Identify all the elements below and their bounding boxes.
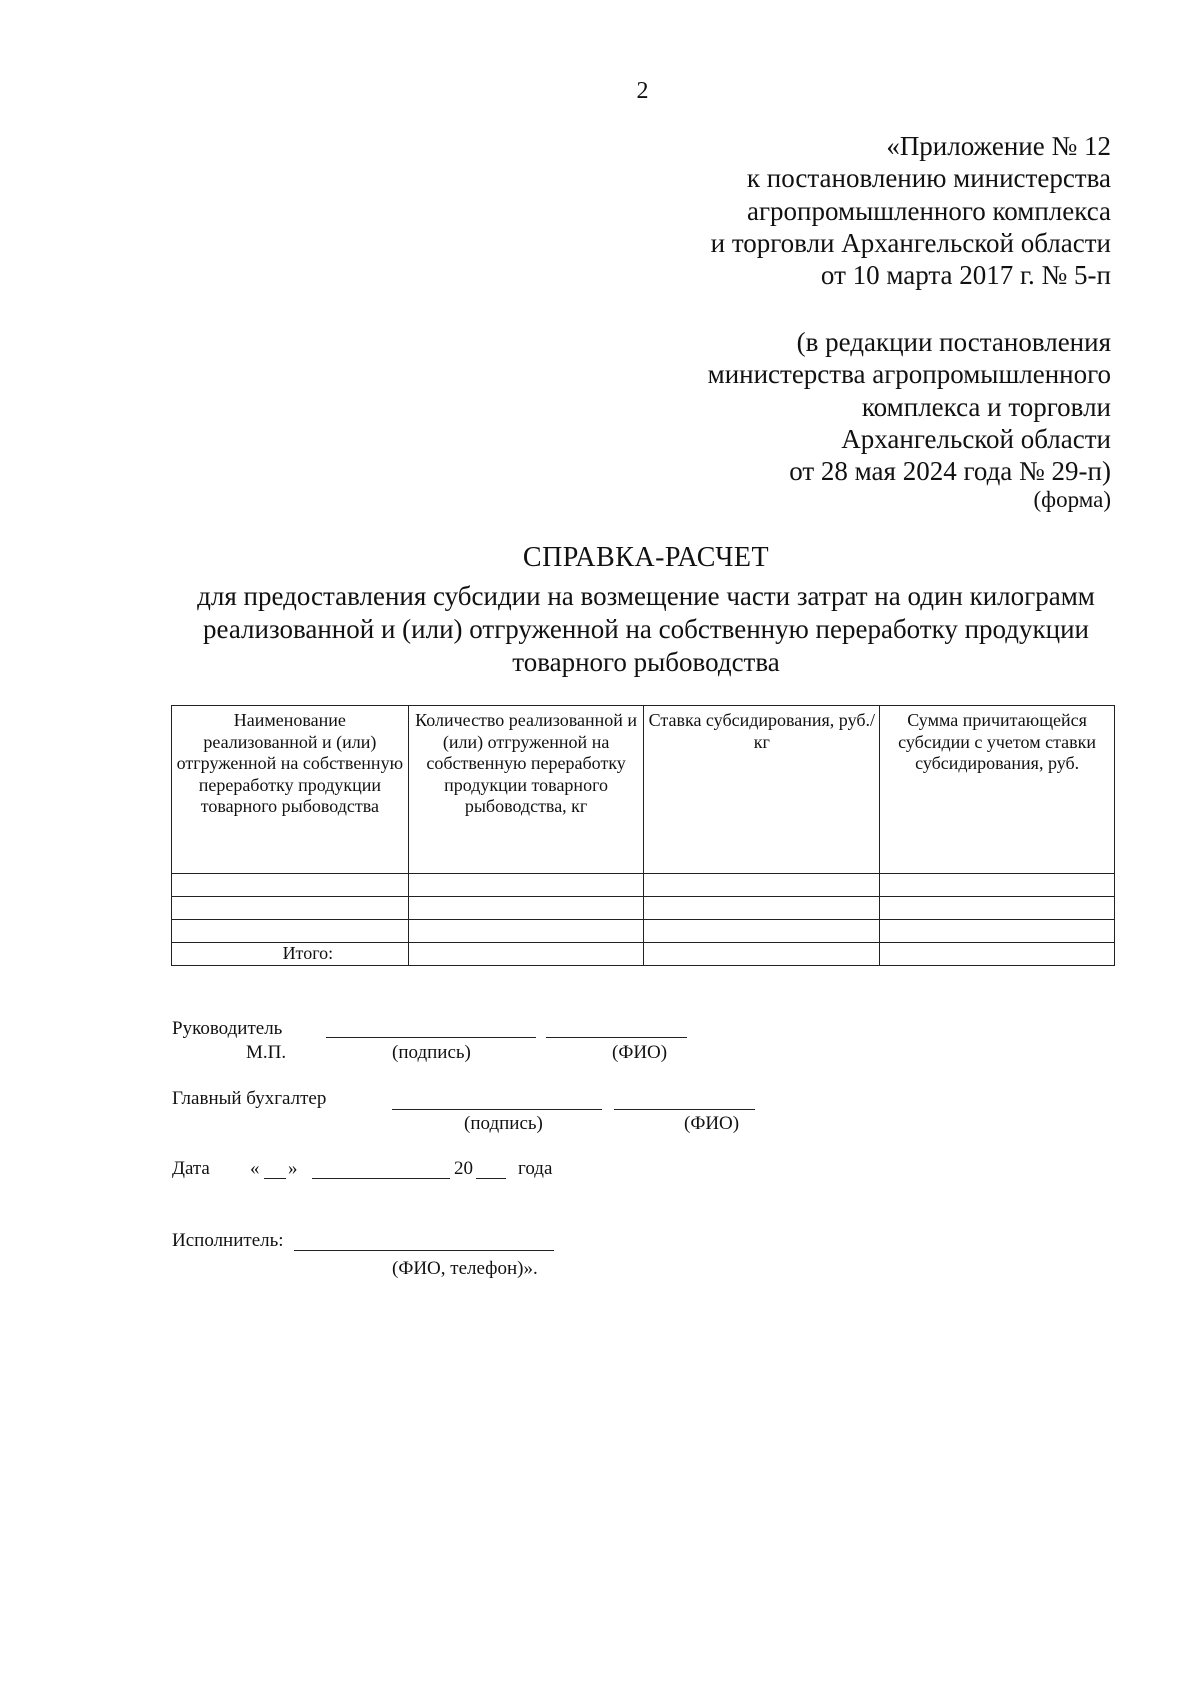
edition-note <box>708 326 1111 487</box>
table-total-row <box>172 943 1115 966</box>
table-cell[interactable] <box>880 874 1115 897</box>
total-label: Итого: <box>172 943 409 966</box>
total-cell[interactable] <box>408 943 644 966</box>
table-header-row <box>172 706 1115 874</box>
edition-line: министерства агропромышленного <box>707 359 1111 390</box>
subtitle-line: для предоставления субсидии на возмещение части затрат на один килограмм <box>197 581 1095 611</box>
executor-line[interactable] <box>294 1250 554 1251</box>
table-cell[interactable] <box>408 920 644 943</box>
table-cell[interactable] <box>880 920 1115 943</box>
table-cell[interactable] <box>408 897 644 920</box>
date-day-line[interactable] <box>264 1178 286 1179</box>
table-row <box>172 874 1115 897</box>
table-cell[interactable] <box>172 897 409 920</box>
head-signature-caption: (подпись) <box>392 1042 471 1063</box>
document-title: СПРАВКА-РАСЧЕТ <box>522 542 770 573</box>
date-year-line[interactable] <box>476 1178 506 1179</box>
header-product-name: Наименование реализованной и (или) отгруженной на собственную переработку продукции товарного рыбоводства <box>172 706 409 874</box>
accountant-label: Главный бухгалтер <box>172 1088 327 1109</box>
date-year-prefix: 20 <box>454 1158 473 1179</box>
table-cell[interactable] <box>408 874 644 897</box>
table-row <box>172 897 1115 920</box>
appendix-header <box>711 130 1111 291</box>
edition-line: Архангельской области <box>841 423 1111 454</box>
document-subtitle <box>168 580 1124 679</box>
total-cell[interactable] <box>880 943 1115 966</box>
executor-label: Исполнитель: <box>172 1230 284 1251</box>
date-month-line[interactable] <box>312 1178 450 1179</box>
appendix-line: от 10 марта 2017 г. № 5-п <box>820 260 1111 291</box>
accountant-signature-line[interactable] <box>392 1109 602 1110</box>
total-cell[interactable] <box>644 943 880 966</box>
seal-label: М.П. <box>246 1042 287 1063</box>
appendix-line: к постановлению министерства <box>746 163 1111 194</box>
header-subsidy-amount: Сумма причитающейся субсидии с учетом ставки субсидирования, руб. <box>880 706 1115 874</box>
accountant-name-line[interactable] <box>614 1109 755 1110</box>
head-signature-line[interactable] <box>326 1037 536 1038</box>
subtitle-line: реализованной и (или) отгруженной на собственную переработку продукции <box>203 614 1089 644</box>
edition-line: от 28 мая 2024 года № 29-п) <box>789 456 1111 487</box>
head-name-line[interactable] <box>546 1037 687 1038</box>
edition-line: (в редакции постановления <box>796 327 1111 357</box>
header-quantity: Количество реализованной и (или) отгруженной на собственную переработку продукции товарного рыбоводства, кг <box>408 706 644 874</box>
appendix-line: агропромышленного комплекса <box>747 195 1111 226</box>
appendix-line: «Приложение № 12 <box>886 131 1111 161</box>
appendix-line: и торговли Архангельской области <box>710 227 1111 258</box>
accountant-name-caption: (ФИО) <box>684 1113 740 1134</box>
date-open-quote: « <box>250 1158 260 1179</box>
date-year-suffix: года <box>518 1158 553 1179</box>
table-cell[interactable] <box>644 920 880 943</box>
accountant-signature-caption: (подпись) <box>464 1113 543 1134</box>
table-cell[interactable] <box>172 874 409 897</box>
form-label: (форма) <box>1033 487 1111 512</box>
header-rate: Ставка субсидирования, руб./кг <box>644 706 880 874</box>
edition-line: комплекса и торговли <box>861 391 1111 422</box>
table-cell[interactable] <box>644 897 880 920</box>
table-cell[interactable] <box>644 874 880 897</box>
date-label: Дата <box>172 1158 210 1179</box>
table-row <box>172 920 1115 943</box>
subtitle-line: товарного рыбоводства <box>512 647 780 677</box>
date-close-quote: » <box>288 1158 298 1179</box>
head-label: Руководитель <box>172 1018 283 1039</box>
table-cell[interactable] <box>172 920 409 943</box>
table-cell[interactable] <box>880 897 1115 920</box>
head-name-caption: (ФИО) <box>612 1042 668 1063</box>
page-number: 2 <box>636 78 649 104</box>
executor-caption: (ФИО, телефон)». <box>392 1258 538 1279</box>
calculation-table <box>171 705 1115 966</box>
